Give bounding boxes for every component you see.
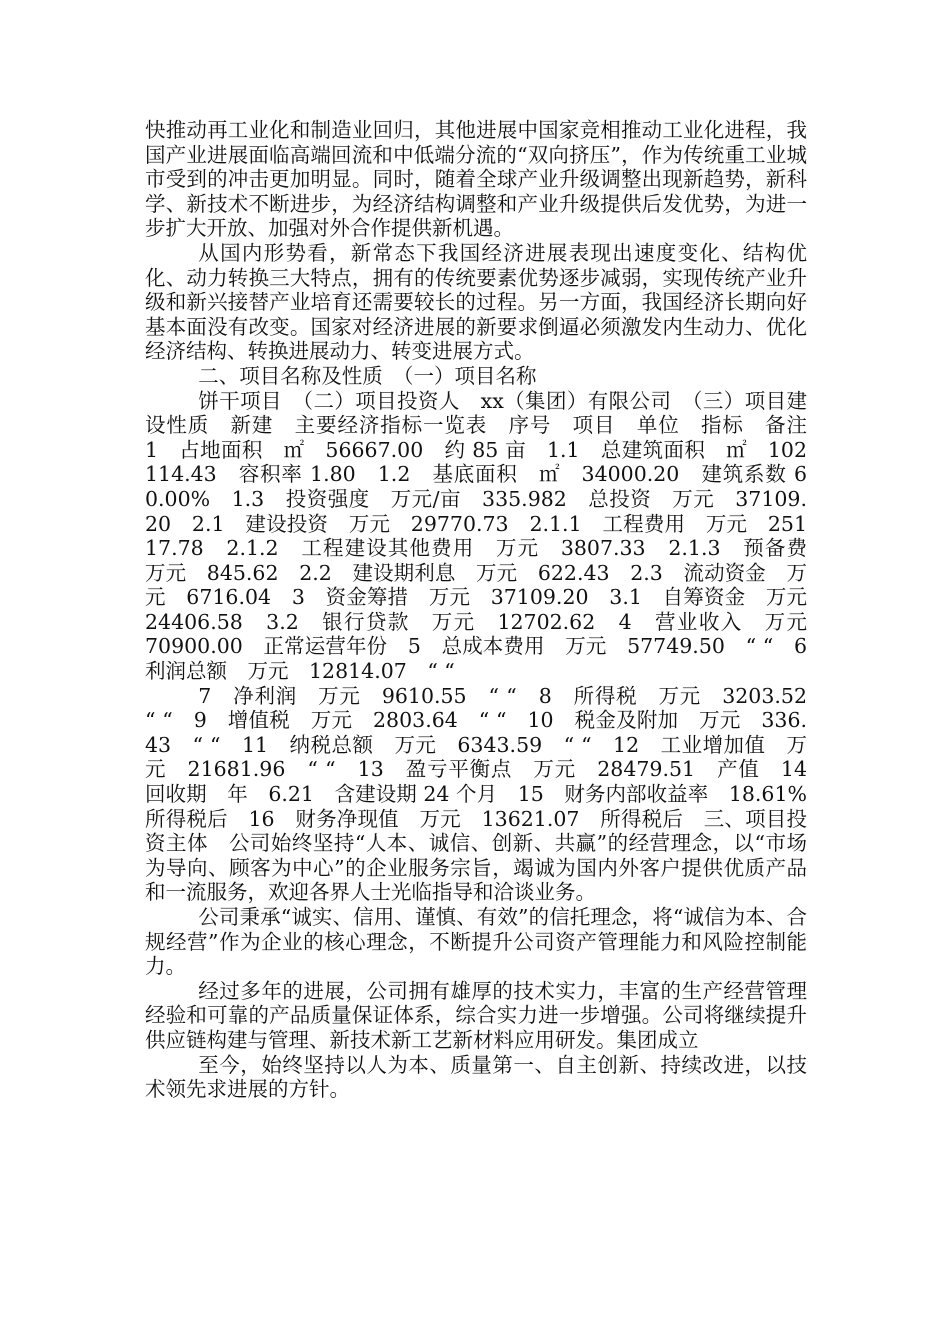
section-heading-project-name: 二、项目名称及性质 （一）项目名称 bbox=[198, 363, 537, 388]
document-page bbox=[145, 118, 828, 1102]
paragraph-company-policy: 至今，始终坚持以人为本、质量第一、自主创新、持续改进，以技术领先求进展的方针。 bbox=[145, 1052, 807, 1102]
paragraph-1: 快推动再工业化和制造业回归，其他进展中国家竞相推动工业化进程，我国产业进展面临高端回流和中低端分流的“双向挤压”，作为传统重工业城市受到的冲击更加明显。同时，随着全球产业升级调整出现新趋势，新科学、新技术不断进步，为经济结构调整和产业升级提供后发优势，为进一步扩大开放、加强对外合作提供新机遇。 bbox=[145, 118, 807, 241]
paragraph-economic-indicators-continued: 7 净利润 万元 9610.55 “ “ 8 所得税 万元 3203.52 “ “ 9 增值税 万元 2803.64 “ “ 10 税金及附加 万元 336.43 “ “ 11 纳税总额 万元 6343.59 “ “ 12 工业增加值 万元 21681.96 “ “ 13 盈亏平衡点 万元 28479.51 产值 14 回收期 年 6.21 含建设期 24 个月 15 财务内部收益率 18.61% 所得税后 16 财务净现值 万元 13621.07 所得税后 三、项目投资主体 公司始终坚持“人本、诚信、创新、共赢”的经营理念，以“市场为导向、顾客为中心”的企业服务宗旨，竭诚为国内外客户提供优质产品和一流服务，欢迎各界人士光临指导和洽谈业务。 bbox=[145, 683, 828, 905]
paragraph-company-philosophy: 公司秉承“诚实、信用、谨慎、有效”的信托理念，将“诚信为本、合规经营”作为企业的核心理念，不断提升公司资产管理能力和风险控制能力。 bbox=[145, 905, 807, 979]
paragraph-economic-indicators: 饼干项目 （二）项目投资人 xx（集团）有限公司 （三）项目建设性质 新建 主要经济指标一览表 序号 项目 单位 指标 备注 1 占地面积 ㎡ 56667.00 约 85 亩 1.1 总建筑面积 ㎡ 102114.43 容积率 1.80 1.2 基底面积 ㎡ 34000.20 建筑系数 60.00% 1.3 投资强度 万元/亩 335.982 总投资 万元 37109.20 2.1 建设投资 万元 29770.73 2.1.1 工程费用 万元 25117.78 2.1.2 工程建设其他费用 万元 3807.33 2.1.3 预备费 万元 845.62 2.2 建设期利息 万元 622.43 2.3 流动资金 万元 6716.04 3 资金筹措 万元 37109.20 3.1 自筹资金 万元 24406.58 3.2 银行贷款 万元 12702.62 4 营业收入 万元 70900.00 正常运营年份 5 总成本费用 万元 57749.50 “ “ 6 利润总额 万元 12814.07 “ “ bbox=[145, 388, 828, 684]
paragraph-company-strength: 经过多年的进展，公司拥有雄厚的技术实力，丰富的生产经营管理经验和可靠的产品质量保证体系，综合实力进一步增强。公司将继续提升供应链构建与管理、新技术新工艺新材料应用研发。集团成立 bbox=[145, 978, 807, 1052]
paragraph-2: 从国内形势看，新常态下我国经济进展表现出速度变化、结构优化、动力转换三大特点，拥有的传统要素优势逐步减弱，实现传统产业升级和新兴接替产业培育还需要较长的过程。另一方面，我国经济长期向好基本面没有改变。国家对经济进展的新要求倒逼必须激发内生动力、优化经济结构、转换进展动力、转变进展方式。 bbox=[145, 240, 807, 364]
